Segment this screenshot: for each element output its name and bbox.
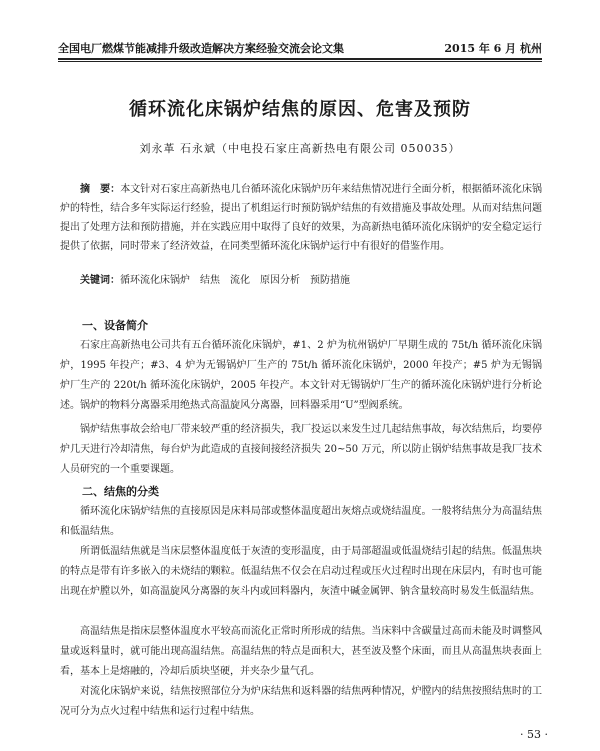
section2-paragraph-3: 高温结焦是指床层整体温度水平较高而流化正常时所形成的结焦。当床料中含碳量过高而未能及时调整风量或返料量时，就可能出现高温结焦。高温结焦的特点是面积大，甚至波及整个床面，而且从高温焦块表面上看，基本上是熔融的，冷却后质块坚硬，并夹杂少量气孔。 bbox=[60, 626, 542, 677]
paper-title: 循环流化床锅炉结焦的原因、危害及预防 bbox=[129, 99, 471, 120]
paper-authors: 刘永革 石永斌（中电投石家庄高新热电有限公司 050035） bbox=[139, 142, 461, 155]
keywords bbox=[60, 273, 542, 289]
page-number: · 53 · bbox=[520, 728, 548, 741]
keywords-text: 循环流化床锅炉 结焦 流化 原因分析 预防措施 bbox=[120, 275, 350, 286]
abstract-text: 本文针对石家庄高新热电几台循环流化床锅炉历年来结焦情况进行全面分析，根据循环流化床锅炉的特性，结合多年实际运行经验，提出了机组运行时预防锅炉结焦的有效措施及事故处理。从而对结焦问题提出了处理方法和预防措施，并在实践应用中取得了良好的效果，为高新热电循环流化床锅炉的安全稳定运行提供了依据，同时带来了经济效益，在同类型循环流化床锅炉运行中有很好的借鉴作用。 bbox=[60, 184, 543, 252]
header-rule-thick bbox=[58, 58, 542, 60]
section2-paragraph-4: 对流化床锅炉来说，结焦按照部位分为炉床结焦和返料器的结焦两种情况，炉膛内的结焦按照结焦时的工况可分为点火过程中结焦和运行过程中结焦。 bbox=[60, 686, 542, 717]
section-heading-equipment: 一、设备简介 bbox=[82, 319, 148, 332]
section1-paragraph-2: 锅炉结焦事故会给电厂带来较严重的经济损失，我厂投运以来发生过几起结焦事故，每次结焦后，均要停炉几天进行冷却清焦，每台炉为此造成的直接间接经济损失 20~50 万元，所以防止锅炉结焦事故是我厂技术人员研究的一个重要课题。 bbox=[60, 424, 542, 475]
section2-paragraph-1: 循环流化床锅炉结焦的直接原因是床料局部或整体温度超出灰熔点或烧结温度。一般将结焦分为高温结焦和低温结焦。 bbox=[60, 506, 542, 537]
abstract bbox=[60, 180, 542, 256]
abstract-label: 摘 要： bbox=[80, 184, 121, 195]
header-proceedings-title: 全国电厂燃煤节能减排升级改造解决方案经验交流会论文集 bbox=[58, 42, 344, 55]
section-heading-classification: 二、结焦的分类 bbox=[82, 485, 159, 498]
keywords-label: 关键词： bbox=[80, 275, 120, 286]
section1-paragraph-1: 石家庄高新热电公司共有五台循环流化床锅炉，#1、2 炉为杭州锅炉厂早期生成的 75t/h 循环流化床锅炉，1995 年投产；#3、4 炉为无锡锅炉厂生产的 75t/h 循环流化床锅炉，2000 年投产；#5 炉为无锡锅炉厂生产的 220t/h 循环流化床锅炉，2005 年投产。本文针对无锡锅炉厂生产的循环流化床锅炉进行分析论述。锅炉的物料分离器采用绝热式高温旋风分离器，回料器采用“U”型阀系统。 bbox=[60, 340, 542, 411]
header-rule-thin bbox=[58, 61, 542, 62]
header-date-location: 2015 年 6 月 杭州 bbox=[444, 42, 542, 55]
section2-paragraph-2: 所谓低温结焦就是当床层整体温度低于灰渣的变形温度，由于局部超温或低温烧结引起的结焦。低温焦块的特点是带有许多嵌入的未烧结的颗粒。低温结焦不仅会在启动过程或压火过程时出现在床层内，有时也可能出现在炉膛以外，如高温旋风分离器的灰斗内或回料器内，灰渣中碱金属钾、钠含量较高时易发生低温结焦。 bbox=[60, 546, 542, 597]
running-header bbox=[58, 40, 542, 56]
